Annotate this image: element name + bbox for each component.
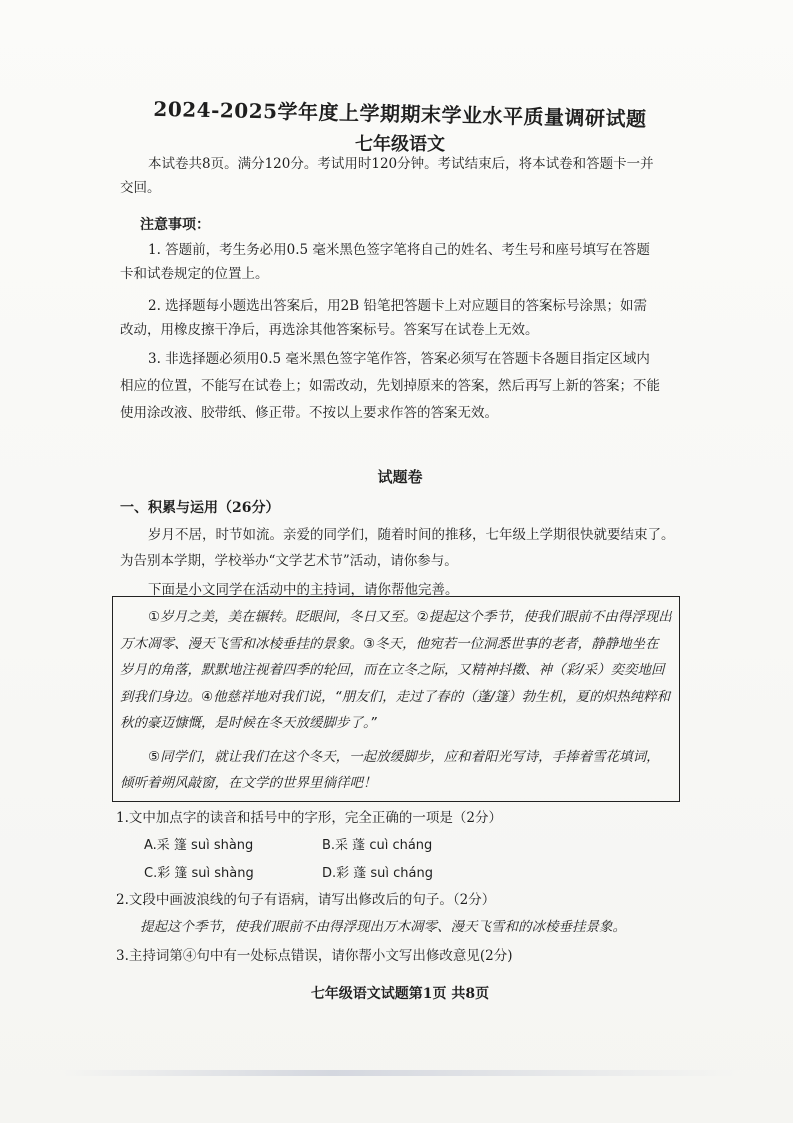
question-2: 2.文段中画波浪线的句子有语病，请写出修改后的句子。（2分） (116, 892, 496, 908)
notice-item-1: 1. 答题前，考生务必用0.5 毫米黑色签字笔将自己的姓名、考生号和座号填写在答题卡和试卷规定的位置上。 (120, 242, 650, 282)
question-1-option-a: A.采 篷 suì shàng (144, 838, 254, 853)
question-1: 1.文中加点字的读音和括号中的字形，完全正确的一项是（2分） (116, 810, 502, 826)
part-one-instruction: 下面是小文同学在活动中的主持词，请你帮他完善。 (148, 582, 459, 598)
question-2-sentence: 提起这个季节，使我们眼前不由得浮现出万木凋零、漫天飞雪和的冰棱垂挂景象。 (140, 919, 626, 935)
question-1-option-c: C.彩 篷 suì shàng (144, 866, 254, 881)
exam-intro: 本试卷共8页。满分120分。考试用时120分钟。考试结束后，将本试卷和答题卡一并交回。 (120, 156, 654, 196)
exam-subtitle: 七年级语文 (355, 134, 445, 155)
scan-artifact (60, 1070, 740, 1076)
question-1-option-d: D.彩 蓬 suì cháng (322, 866, 434, 881)
question-1-option-b: B.采 蓬 cuì cháng (322, 838, 433, 853)
part-one-intro: 岁月不居，时节如流。亲爱的同学们，随着时间的推移，七年级上学期很快就要结束了。为告别本学期，学校举办“文学艺术节”活动，请你参与。 (120, 527, 675, 569)
page-footer: 七年级语文试题第1页 共8页 (310, 986, 490, 1002)
host-script-paragraph-1: ①岁月之美，美在辗转。眨眼间，冬日又至。②提起这个季节，使我们眼前不由得浮现出万木凋零、漫天飞雪和冰棱垂挂的景象。③冬天，他宛若一位洞悉世事的老者，静静地坐在岁月的角落，默默地注视着四季的轮回，而在立冬之际，又精神抖擞、神（彩/采）奕奕地回到我们身边。④他慈祥地对我们说，“朋友们，走过了春的（蓬/篷）勃生机，夏的炽热纯粹和秋的豪迈慷慨，是时候在冬天放缓脚步了。” (120, 609, 672, 731)
section-title: 试题卷 (377, 468, 423, 486)
notice-item-3: 3. 非选择题必须用0.5 毫米黑色签字笔作答，答案必须写在答题卡各题目指定区域内相应的位置，不能写在试卷上；如需改动，先划掉原来的答案，然后再写上新的答案；不能使用涂改液、胶带纸、修正带。不按以上要求作答的答案无效。 (120, 351, 660, 421)
question-3: 3.主持词第④句中有一处标点错误，请你帮小文写出修改意见(2分) (116, 948, 513, 964)
host-script-paragraph-2: ⑤同学们，就让我们在这个冬天，一起放缓脚步，应和着阳光写诗，手捧着雪花填词，倾听着朔风敲窗，在文学的世界里徜徉吧！ (120, 749, 660, 791)
exam-title: 2024-2025学年度上学期期末学业水平质量调研试题 (153, 96, 647, 132)
notice-item-2: 2. 选择题每小题选出答案后，用2B 铅笔把答题卡上对应题目的答案标号涂黑；如需改动，用橡皮擦干净后，再选涂其他答案标号。答案写在试卷上无效。 (120, 298, 647, 338)
part-one-title: 一、积累与运用（26分） (120, 500, 280, 516)
notice-title: 注意事项： (140, 217, 210, 233)
